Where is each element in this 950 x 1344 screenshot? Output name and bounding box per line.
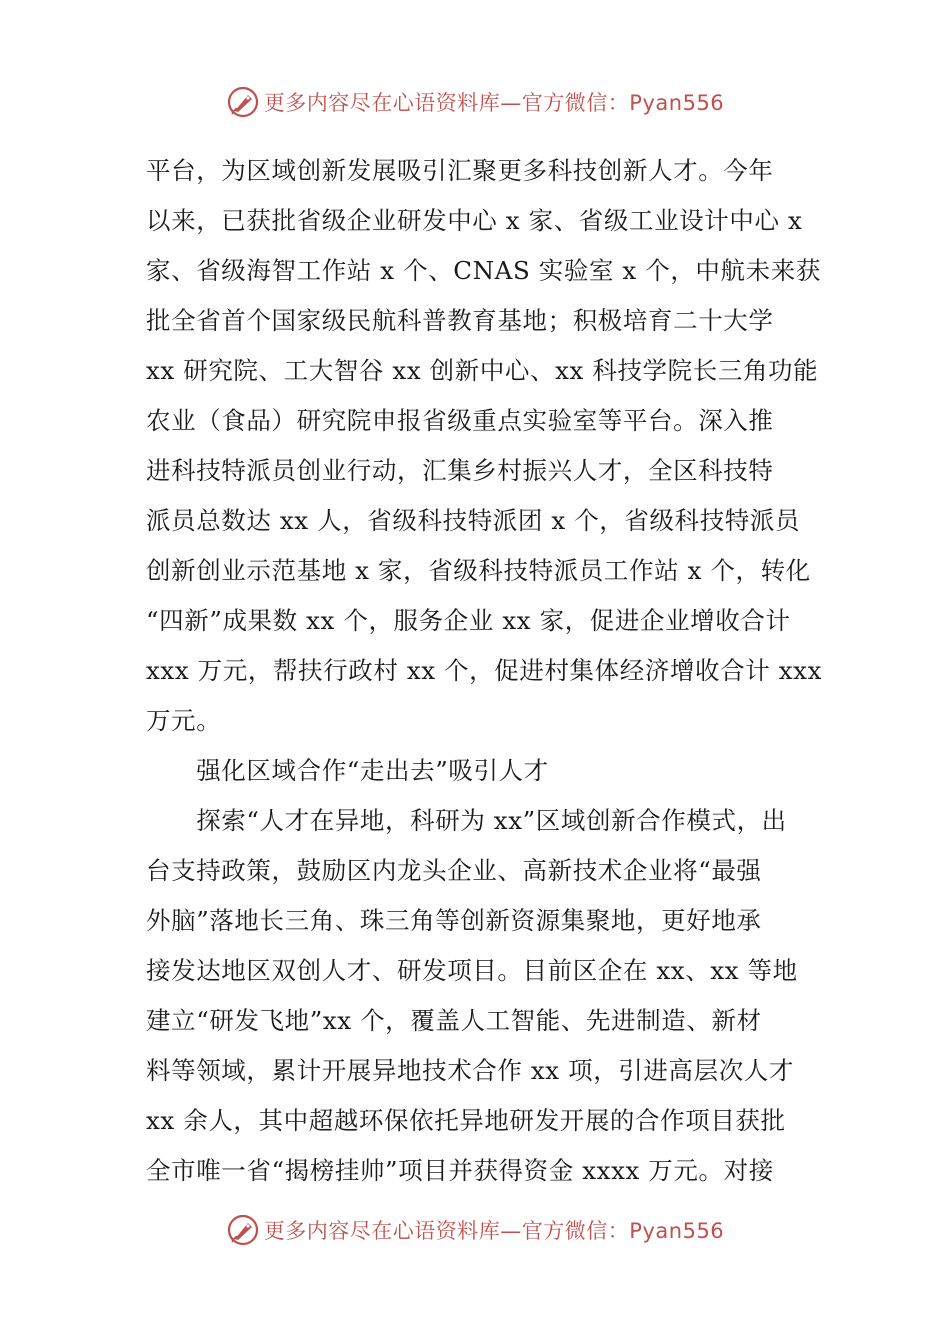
text-line: “四新”成果数 xx 个，服务企业 xx 家，促进企业增收合计 xyxy=(146,606,791,635)
document-body xyxy=(146,146,822,1196)
text-line: xx 余人，其中超越环保依托异地研发开展的合作项目获批 xyxy=(146,1106,786,1135)
text-line: 万元。 xyxy=(146,706,222,735)
text-line: 派员总数达 xx 人，省级科技特派团 x 个，省级科技特派员 xyxy=(146,506,801,535)
text-line: 料等领域，累计开展异地技术合作 xx 项，引进高层次人才 xyxy=(146,1056,795,1085)
text-line: 全市唯一省“揭榜挂帅”项目并获得资金 xxxx 万元。对接 xyxy=(146,1156,774,1185)
footer-banner-text: 更多内容尽在心语资料库—官方微信：Pyan556 xyxy=(263,1219,725,1243)
header-banner-text: 更多内容尽在心语资料库—官方微信：Pyan556 xyxy=(263,91,725,115)
text-line: 农业（食品）研究院申报省级重点实验室等平台。深入推 xyxy=(146,406,774,435)
section-heading: 强化区域合作“走出去”吸引人才 xyxy=(146,756,549,785)
text-line: 接发达地区双创人才、研发项目。目前区企在 xx、xx 等地 xyxy=(146,956,798,985)
text-line: 建立“研发飞地”xx 个，覆盖人工智能、先进制造、新材 xyxy=(146,1006,762,1035)
text-line: 批全省首个国家级民航科普教育基地；积极培育二十大学 xyxy=(146,306,774,335)
text-line: xx 研究院、工大智谷 xx 创新中心、xx 科技学院长三角功能 xyxy=(146,356,819,385)
pen-nib-logo-icon xyxy=(226,1213,260,1247)
text-line: 以来，已获批省级企业研发中心 x 家、省级工业设计中心 x xyxy=(146,206,803,235)
text-line: 探索“人才在异地，科研为 xx”区域创新合作模式，出 xyxy=(146,806,787,835)
text-line: 家、省级海智工作站 x 个、CNAS 实验室 x 个，中航未来获 xyxy=(146,256,821,285)
text-line: 进科技特派员创业行动，汇集乡村振兴人才，全区科技特 xyxy=(146,456,774,485)
text-line: xxx 万元，帮扶行政村 xx 个，促进村集体经济增收合计 xxx xyxy=(146,656,822,685)
footer-banner xyxy=(0,1210,950,1250)
text-line: 外脑”落地长三角、珠三角等创新资源集聚地，更好地承 xyxy=(146,906,762,935)
text-line: 平台，为区域创新发展吸引汇聚更多科技创新人才。今年 xyxy=(146,156,774,185)
pen-nib-logo-icon xyxy=(226,85,260,119)
text-line: 创新创业示范基地 x 家，省级科技特派员工作站 x 个，转化 xyxy=(146,556,811,585)
text-line: 台支持政策，鼓励区内龙头企业、高新技术企业将“最强 xyxy=(146,856,762,885)
header-banner xyxy=(0,82,950,122)
